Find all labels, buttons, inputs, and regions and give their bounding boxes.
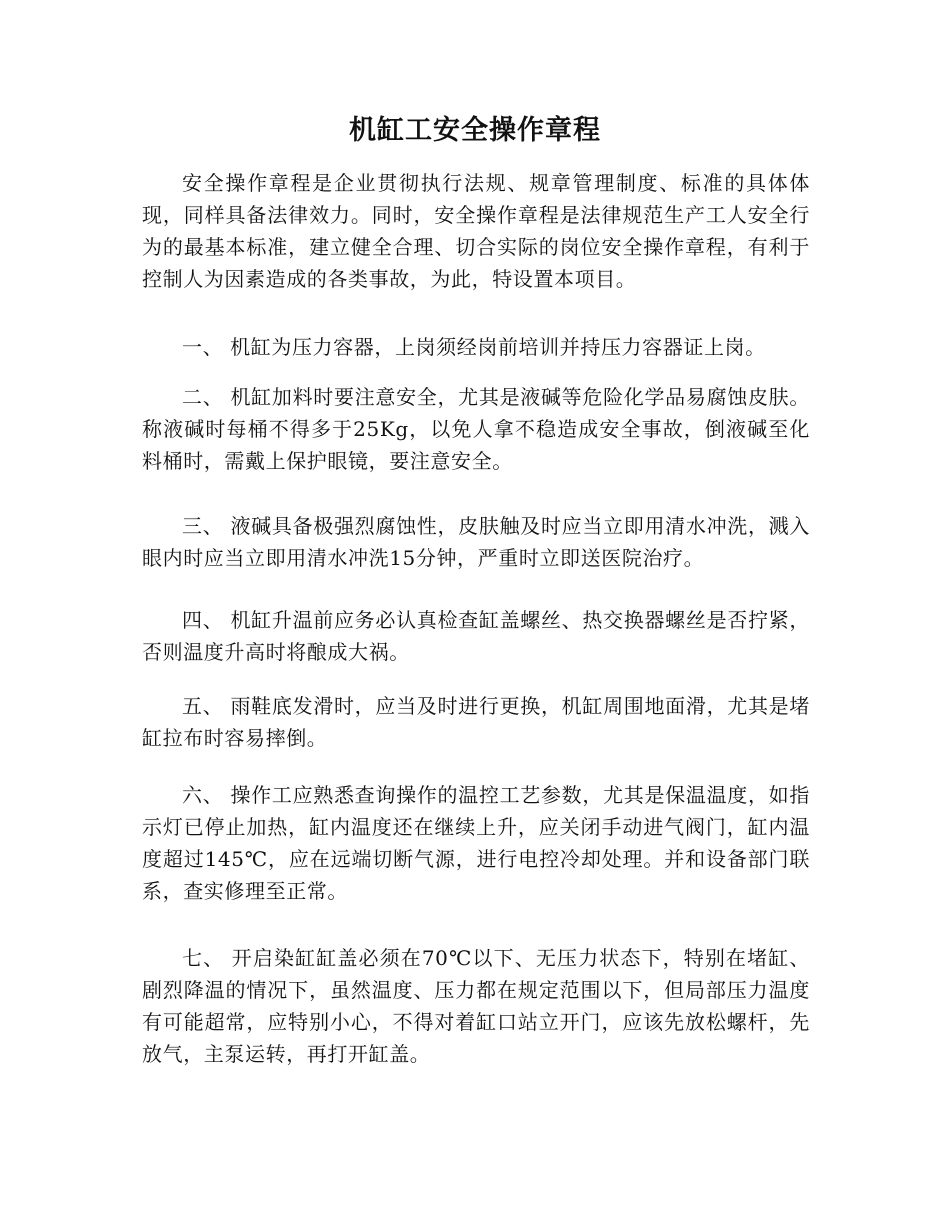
document-title: 机缸工安全操作章程 (349, 115, 601, 146)
rule-item-4: 四、 机缸升温前应务必认真检查缸盖螺丝、热交换器螺丝是否拧紧，否则温度升高时将酿成大祸。 (142, 608, 810, 664)
rule-item-2: 二、 机缸加料时要注意安全，尤其是液碱等危险化学品易腐蚀皮肤。称液碱时每桶不得多于25Kg，以免人拿不稳造成安全事故，倒液碱至化料桶时，需戴上保护眼镜，要注意安全。 (142, 385, 810, 473)
rule-item-3: 三、 液碱具备极强烈腐蚀性，皮肤触及时应当立即用清水冲洗，溅入眼内时应当立即用清水冲洗15分钟，严重时立即送医院治疗。 (142, 514, 810, 570)
rule-item-1: 一、 机缸为压力容器，上岗须经岗前培训并持压力容器证上岗。 (182, 335, 766, 359)
rule-item-5: 五、 雨鞋底发滑时，应当及时进行更换，机缸周围地面滑，尤其是堵缸拉布时容易摔倒。 (142, 694, 810, 750)
rule-item-6: 六、 操作工应熟悉查询操作的温控工艺参数，尤其是保温温度，如指示灯已停止加热，缸内温度还在继续上升，应关闭手动进气阀门，缸内温度超过145℃，应在远端切断气源，进行电控冷却处理。并和设备部门联系，查实修理至正常。 (142, 783, 810, 903)
rule-item-7: 七、 开启染缸缸盖必须在70℃以下、无压力状态下，特别在堵缸、剧烈降温的情况下，虽然温度、压力都在规定范围以下，但局部压力温度有可能超常，应特别小心，不得对着缸口站立开门，应该先放松螺杆，先放气，主泵运转，再打开缸盖。 (142, 946, 810, 1066)
intro-paragraph: 安全操作章程是企业贯彻执行法规、规章管理制度、标准的具体体现，同样具备法律效力。同时，安全操作章程是法律规范生产工人安全行为的最基本标准，建立健全合理、切合实际的岗位安全操作章程，有利于控制人为因素造成的各类事故，为此，特设置本项目。 (142, 171, 810, 291)
